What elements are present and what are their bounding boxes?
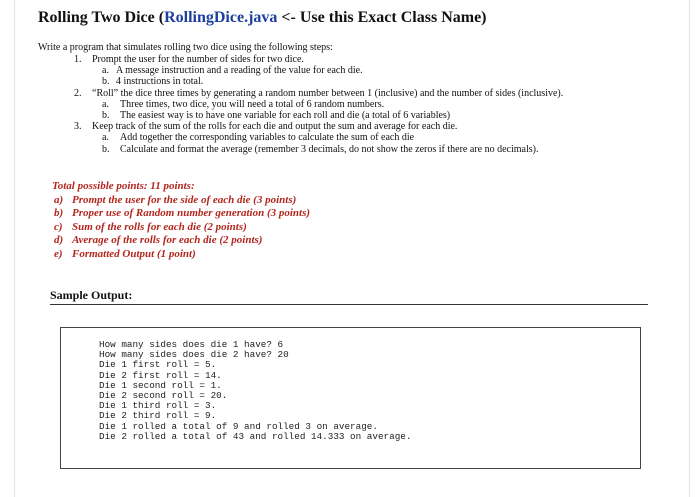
substep-item [92, 132, 563, 143]
substep-item [92, 76, 563, 87]
substep-item [92, 99, 563, 110]
substeps-list [92, 99, 563, 121]
substep-letter: b. [102, 110, 110, 122]
substep-item [92, 110, 563, 121]
substep-letter: b. [102, 76, 110, 88]
step-number: 3. [74, 121, 82, 133]
points-item [52, 207, 310, 221]
step-item [38, 121, 563, 155]
step-item [38, 88, 563, 122]
output-line: Die 2 third roll = 9. [99, 410, 217, 422]
output-line: Die 2 second roll = 20. [99, 390, 228, 402]
output-line: Die 2 rolled a total of 43 and rolled 14.333 on average. [99, 430, 412, 442]
class-file-name: RollingDice.java [164, 9, 278, 26]
substep-text: Calculate and format the average (remember 3 decimals, do not show the zeros if there are no decimals). [120, 143, 539, 155]
points-heading: Total possible points: 11 points: [52, 180, 195, 192]
points-item [52, 221, 310, 235]
title-prefix: Rolling Two Dice ( [38, 9, 165, 26]
points-letter: d) [54, 234, 64, 246]
points-text: Sum of the rolls for each die (2 points) [72, 220, 247, 233]
points-item [52, 248, 310, 262]
step-text: Keep track of the sum of the rolls for each die and output the sum and average for each die. [92, 121, 458, 133]
output-line: How many sides does die 1 have? 6 [99, 339, 284, 350]
substeps-list [92, 65, 563, 87]
points-letter: c) [54, 220, 63, 233]
step-number: 2. [74, 87, 82, 99]
substep-letter: a. [102, 65, 109, 77]
sample-output-box [60, 327, 641, 469]
substep-text: Three times, two dice, you will need a total of 6 random numbers. [120, 98, 385, 110]
points-text: Formatted Output (1 point) [72, 247, 196, 260]
section-divider [50, 304, 648, 305]
sample-output-label: Sample Output: [50, 288, 133, 302]
step-item [38, 54, 563, 88]
points-letter: a) [54, 193, 64, 206]
step-number: 1. [74, 54, 82, 65]
output-line: Die 1 first roll = 5. [99, 359, 217, 371]
substep-text: A message instruction and a reading of the value for each die. [116, 65, 363, 77]
substeps-list [92, 132, 563, 154]
steps-list [38, 54, 563, 155]
points-letter: e) [54, 247, 63, 260]
substep-letter: b. [102, 143, 110, 155]
substep-text: 4 instructions in total. [116, 76, 204, 88]
output-line: Die 1 third roll = 3. [99, 400, 217, 412]
console-output [99, 340, 411, 442]
output-line: Die 1 rolled a total of 9 and rolled 3 on average. [99, 420, 378, 432]
substep-text: Add together the corresponding variables to calculate the sum of each die [120, 132, 415, 144]
points-item [52, 234, 310, 248]
output-line: How many sides does die 2 have? 20 [99, 349, 289, 361]
output-line: Die 2 first roll = 14. [99, 369, 222, 381]
substep-item [92, 144, 563, 155]
substep-letter: a. [102, 132, 109, 144]
step-text: Prompt the user for the number of sides for two dice. [92, 54, 304, 65]
points-list [52, 194, 310, 262]
step-text: “Roll” the dice three times by generating a random number between 1 (inclusive) and the number of sides (inclusive). [92, 87, 564, 99]
substep-text: The easiest way is to have one variable for each roll and die (a total of 6 variables) [120, 110, 451, 122]
output-line: Die 1 second roll = 1. [99, 379, 222, 391]
points-item [52, 194, 310, 208]
points-section [52, 180, 310, 261]
points-letter: b) [54, 207, 64, 219]
title-suffix: <- Use this Exact Class Name) [277, 9, 487, 26]
substep-letter: a. [102, 98, 109, 110]
points-text: Proper use of Random number generation (3 points) [72, 207, 311, 219]
points-text: Prompt the user for the side of each die (3 points) [72, 193, 297, 206]
page-title [38, 9, 487, 27]
substep-item [92, 65, 563, 76]
intro-text: Write a program that simulates rolling two dice using the following steps: [38, 42, 333, 53]
points-text: Average of the rolls for each die (2 points) [72, 234, 263, 246]
